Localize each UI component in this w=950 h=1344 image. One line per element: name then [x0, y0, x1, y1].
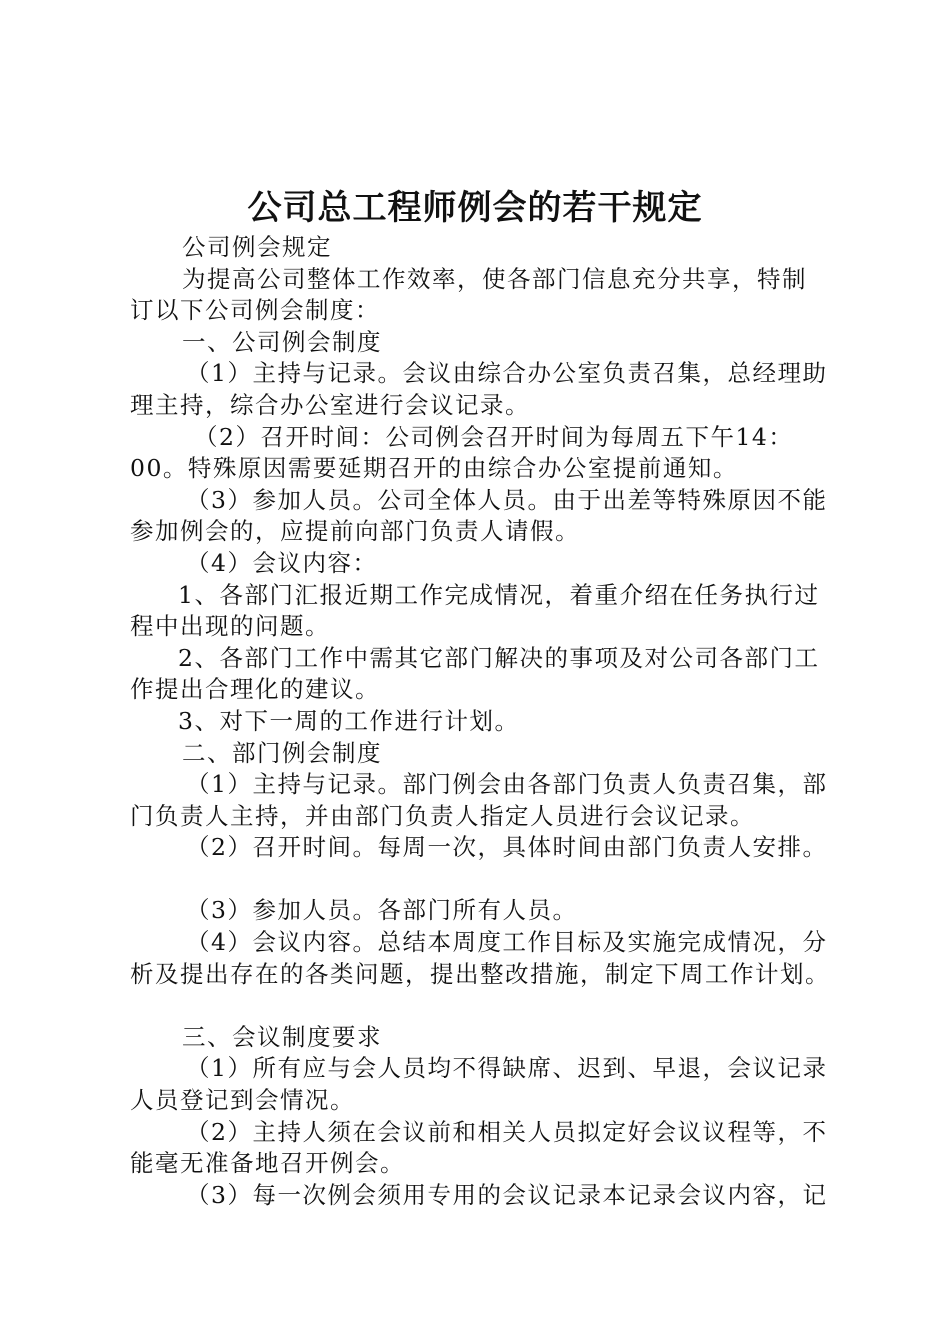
- document-title: 公司总工程师例会的若干规定: [247, 188, 703, 228]
- paragraph-line: 能毫无准备地召开例会。: [130, 1149, 405, 1178]
- paragraph-line: 1、各部门汇报近期工作完成情况，着重介绍在任务执行过: [178, 580, 820, 609]
- paragraph-line: 为提高公司整体工作效率，使各部门信息充分共享，特制: [182, 264, 807, 293]
- paragraph-line: 门负责人主持，并由部门负责人指定人员进行会议记录。: [130, 801, 755, 830]
- paragraph-line: （2）召开时间。每周一次，具体时间由部门负责人安排。: [186, 833, 828, 862]
- blank-line: [130, 990, 838, 1022]
- paragraph-line: 2、各部门工作中需其它部门解决的事项及对公司各部门工: [178, 643, 820, 672]
- blank-line: [130, 864, 838, 896]
- paragraph-line: （1）主持与记录。部门例会由各部门负责人负责召集，部: [186, 770, 828, 799]
- paragraph-line: （2）主持人须在会议前和相关人员拟定好会议议程等，不: [186, 1117, 828, 1146]
- paragraph-line: （3）参加人员。公司全体人员。由于出差等特殊原因不能: [186, 485, 828, 514]
- paragraph-line: 订以下公司例会制度：: [130, 296, 380, 325]
- document-body: [130, 232, 838, 1211]
- paragraph-line: （1）所有应与会人员均不得缺席、迟到、早退，会议记录: [186, 1054, 828, 1083]
- section-heading: 一、公司例会制度: [182, 327, 382, 356]
- paragraph-line: （3）参加人员。各部门所有人员。: [186, 896, 578, 925]
- paragraph-line: 作提出合理化的建议。: [130, 675, 380, 704]
- paragraph-line: （1）主持与记录。会议由综合办公室负责召集，总经理助: [186, 359, 828, 388]
- paragraph-line: （2）召开时间：公司例会召开时间为每周五下午14：: [194, 422, 794, 451]
- paragraph-line: 程中出现的问题。: [130, 612, 330, 641]
- paragraph-line: 人员登记到会情况。: [130, 1086, 355, 1115]
- paragraph-line: 参加例会的，应提前向部门负责人请假。: [130, 517, 580, 546]
- paragraph-line: 3、对下一周的工作进行计划。: [178, 706, 520, 735]
- paragraph-line: 析及提出存在的各类问题，提出整改措施，制定下周工作计划。: [130, 959, 830, 988]
- paragraph-line: （4）会议内容：: [186, 548, 378, 577]
- paragraph-line: （3）每一次例会须用专用的会议记录本记录会议内容，记: [186, 1180, 828, 1209]
- section-heading: 二、部门例会制度: [182, 738, 382, 767]
- paragraph-line: （4）会议内容。总结本周度工作目标及实施完成情况，分: [186, 928, 828, 957]
- paragraph-line: 00。特殊原因需要延期召开的由综合办公室提前通知。: [130, 454, 738, 483]
- section-heading: 三、会议制度要求: [182, 1022, 382, 1051]
- paragraph-line: 理主持，综合办公室进行会议记录。: [130, 390, 530, 419]
- paragraph-line: 公司例会规定: [182, 233, 332, 261]
